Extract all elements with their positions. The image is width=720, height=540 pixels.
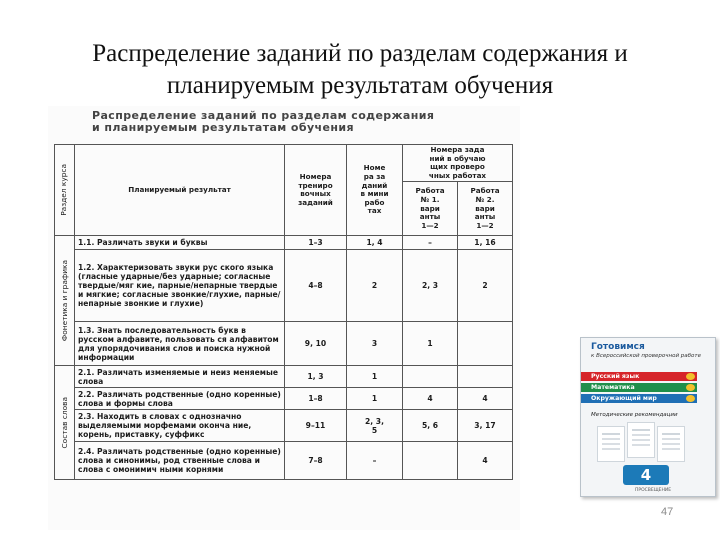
row-result: 2.1. Различать изменяемые и неиз меняемые слова xyxy=(75,366,285,388)
row-mini: 1 xyxy=(347,366,403,388)
row-work1 xyxy=(403,442,458,480)
row-mini: 1, 4 xyxy=(347,236,403,250)
row-result: 2.3. Находить в словах с однозначно выделяемыми морфемами оконча ние, корень, приставку, суффикс xyxy=(75,410,285,442)
row-work1: 5, 6 xyxy=(403,410,458,442)
row-work2: 3, 17 xyxy=(458,410,513,442)
book-guide-label: Методические рекомендации xyxy=(591,412,678,418)
row-work2: 4 xyxy=(458,388,513,410)
table-row xyxy=(55,322,513,366)
book-band-math: Математика xyxy=(581,383,697,392)
row-work1: 2, 3 xyxy=(403,250,458,322)
row-work2 xyxy=(458,366,513,388)
row-tasks: 1–8 xyxy=(285,388,347,410)
section-morphemics: Состав слова xyxy=(55,366,75,480)
row-work1 xyxy=(403,366,458,388)
header-work-2: Работа № 2. вари анты 1—2 xyxy=(458,182,513,236)
row-mini: 2 xyxy=(347,250,403,322)
row-work2: 2 xyxy=(458,250,513,322)
table-row xyxy=(55,388,513,410)
row-work2: 1, 16 xyxy=(458,236,513,250)
row-result: 1.2. Характеризовать звуки рус ского языка (гласные ударные/без ударные; согласные твердые/мяг кие, парные/непарные твердые и мягкие; согласные звонкие/глухие, парные/непарные звонкие и глухие) xyxy=(75,250,285,322)
page-number: 47 xyxy=(661,506,674,518)
table-row xyxy=(55,366,513,388)
section-phonetics: Фонетика и графика xyxy=(55,236,75,366)
header-section: Раздел курса xyxy=(55,145,75,236)
row-tasks: 9–11 xyxy=(285,410,347,442)
header-test-tasks: Номера зада ний в обучаю щих проверо чных работах xyxy=(403,145,513,182)
row-result: 1.3. Знать последовательность букв в русском алфавите, пользовать ся алфавитом для упорядочивания слов и поиска нужной информации xyxy=(75,322,285,366)
row-mini: 3 xyxy=(347,322,403,366)
scanned-table-image xyxy=(48,106,520,530)
row-result: 2.4. Различать родственные (одно коренные) слова и синонимы, род ственные слова и слова с омонимич ными корнями xyxy=(75,442,285,480)
page-thumbnail xyxy=(627,422,655,458)
row-work1: 4 xyxy=(403,388,458,410)
header-work-1: Работа № 1. вари анты 1—2 xyxy=(403,182,458,236)
book-band-russian: Русский язык xyxy=(581,372,697,381)
row-work2: 4 xyxy=(458,442,513,480)
book-subtitle: к Всероссийской проверочной работе xyxy=(591,353,702,359)
slide-title: Распределение заданий по разделам содержания и планируемым результатам обучения xyxy=(92,40,628,99)
book-band-world: Окружающий мир xyxy=(581,394,697,403)
row-tasks: 9, 10 xyxy=(285,322,347,366)
page-thumbnail xyxy=(597,426,625,462)
book-cover-image xyxy=(580,337,716,497)
row-mini: 2, 3, 5 xyxy=(347,410,403,442)
book-publisher: ПРОСВЕЩЕНИЕ xyxy=(635,488,672,493)
table-row xyxy=(55,442,513,480)
row-mini: 1 xyxy=(347,388,403,410)
header-task-numbers: Номера трениро вочных заданий xyxy=(285,145,347,236)
table-row xyxy=(55,410,513,442)
page-thumbnail xyxy=(657,426,685,462)
row-tasks: 1, 3 xyxy=(285,366,347,388)
row-mini: – xyxy=(347,442,403,480)
distribution-table xyxy=(54,144,513,480)
book-grade-badge: 4 xyxy=(623,465,669,485)
header-result: Планируемый результат xyxy=(75,145,285,236)
book-title: Готовимся xyxy=(591,342,645,352)
row-result: 2.2. Различать родственные (одно коренные) слова и формы слова xyxy=(75,388,285,410)
row-result: 1.1. Различать звуки и буквы xyxy=(75,236,285,250)
scan-heading: Распределение заданий по разделам содержания и планируемым результатам обучения xyxy=(92,109,435,134)
header-mini-works: Номе ра за даний в мини рабо тах xyxy=(347,145,403,236)
row-tasks: 1–3 xyxy=(285,236,347,250)
row-work1: 1 xyxy=(403,322,458,366)
row-tasks: 4–8 xyxy=(285,250,347,322)
book-page-thumbnails xyxy=(597,422,687,462)
row-work1: – xyxy=(403,236,458,250)
table-row xyxy=(55,236,513,250)
table-row xyxy=(55,250,513,322)
row-tasks: 7–8 xyxy=(285,442,347,480)
row-work2 xyxy=(458,322,513,366)
